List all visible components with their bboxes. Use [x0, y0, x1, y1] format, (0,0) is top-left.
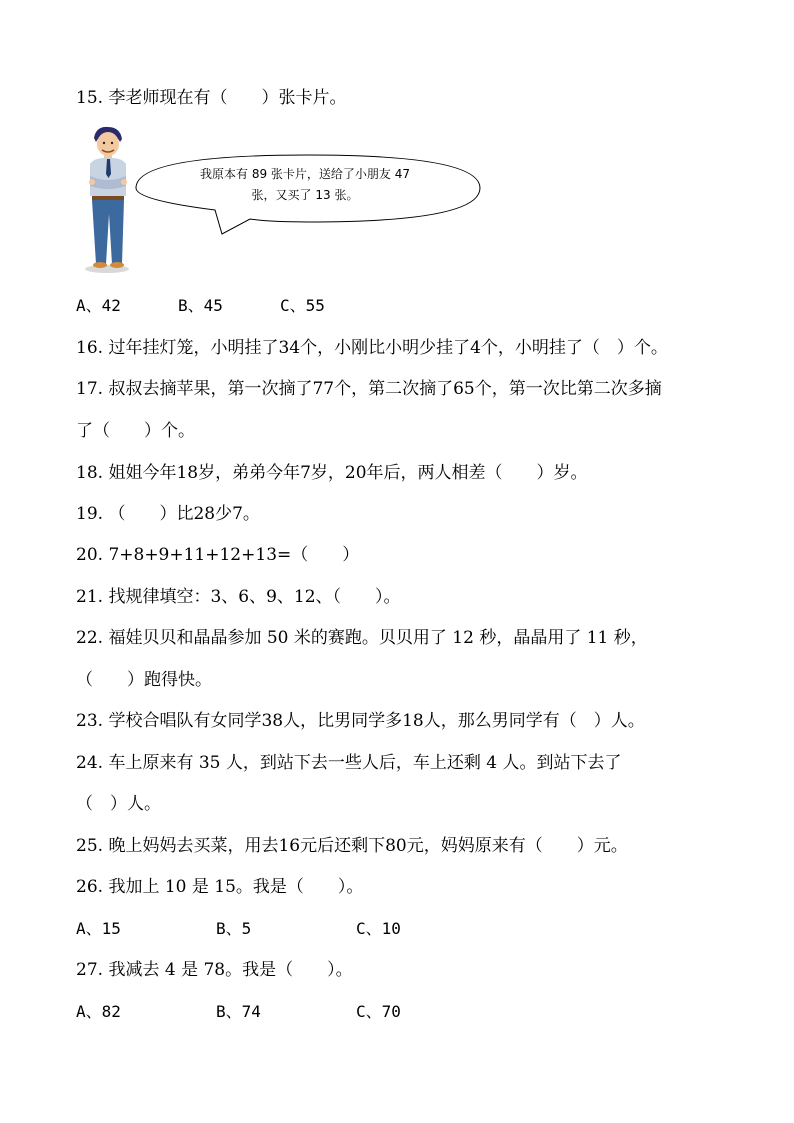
speech-line-1: 我原本有 89 张卡片，送给了小朋友 47 — [200, 167, 410, 181]
question-17-line-2: 了（ ）个。 — [76, 421, 195, 441]
q27-option-b: B、74 — [216, 1002, 261, 1021]
question-22-line-2: （ ）跑得快。 — [76, 670, 212, 690]
q15-option-a: A、42 — [76, 296, 121, 315]
question-23: 23. 学校合唱队有女同学38人，比男同学多18人，那么男同学有（ ）人。 — [76, 711, 645, 731]
question-25: 25. 晚上妈妈去买菜，用去16元后还剩下80元，妈妈原来有（ ）元。 — [76, 836, 628, 856]
q27-option-c: C、70 — [356, 1002, 401, 1021]
speech-bubble — [0, 0, 794, 300]
q26-option-b: B、5 — [216, 919, 252, 938]
question-22-line-1: 22. 福娃贝贝和晶晶参加 50 米的赛跑。贝贝用了 12 秒，晶晶用了 11 秒， — [76, 628, 648, 648]
question-24-line-2: （ ）人。 — [76, 794, 161, 814]
question-17-line-1: 17. 叔叔去摘苹果，第一次摘了77个，第二次摘了65个，第一次比第二次多摘 — [76, 379, 662, 399]
q15-option-c: C、55 — [280, 296, 325, 315]
question-15: 15. 李老师现在有（ ）张卡片。 — [76, 88, 347, 108]
question-18: 18. 姐姐今年18岁，弟弟今年7岁，20年后，两人相差（ ）岁。 — [76, 463, 588, 483]
q26-option-a: A、15 — [76, 919, 121, 938]
question-24-line-1: 24. 车上原来有 35 人，到站下去一些人后，车上还剩 4 人。到站下去了 — [76, 753, 622, 773]
question-16: 16. 过年挂灯笼，小明挂了34个，小刚比小明少挂了4个，小明挂了（ ）个。 — [76, 338, 668, 358]
question-27: 27. 我减去 4 是 78。我是（ ）。 — [76, 960, 353, 980]
q27-option-a: A、82 — [76, 1002, 121, 1021]
q15-option-b: B、45 — [178, 296, 223, 315]
speech-line-2: 张，又买了 13 张。 — [251, 188, 359, 202]
question-19: 19. （ ）比28少7。 — [76, 504, 260, 524]
question-26: 26. 我加上 10 是 15。我是（ ）。 — [76, 877, 364, 897]
speech-text — [170, 164, 440, 206]
question-20: 20. 7+8+9+11+12+13=（ ） — [76, 545, 360, 565]
q26-option-c: C、10 — [356, 919, 401, 938]
question-21: 21. 找规律填空：3、6、9、12、（ ）。 — [76, 587, 401, 607]
